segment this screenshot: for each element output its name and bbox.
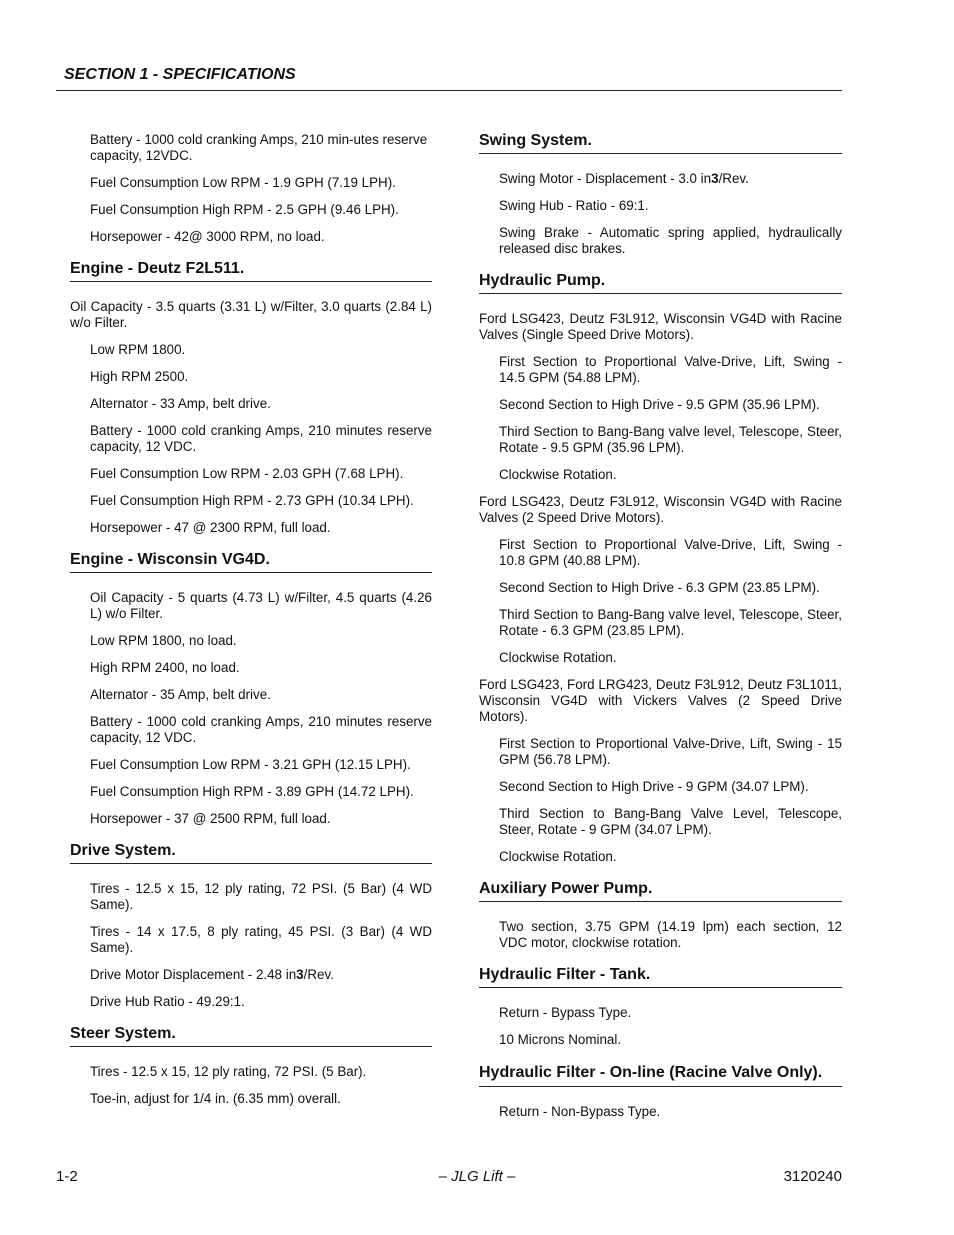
intro-battery: Battery - 1000 cold cranking Amps, 210 min-utes reserve capacity, 12VDC. xyxy=(90,132,428,163)
steer-list xyxy=(70,1064,432,1107)
steer-item: Toe-in, adjust for 1/4 in. (6.35 mm) overall. xyxy=(90,1091,341,1106)
aux-pump-text: Two section, 3.75 GPM (14.19 lpm) each section, 12 VDC motor, clockwise rotation. xyxy=(499,919,842,950)
wisconsin-item: Horsepower - 37 @ 2500 RPM, full load. xyxy=(90,811,331,826)
deutz-item: High RPM 2500. xyxy=(90,369,189,384)
wisconsin-item: Fuel Consumption Low RPM - 3.21 GPH (12.15 LPH). xyxy=(90,757,411,772)
pump-group-intro: Ford LSG423, Deutz F3L912, Wisconsin VG4D with Racine Valves (2 Speed Drive Motors). xyxy=(479,494,842,525)
document-number: 3120240 xyxy=(783,1168,842,1185)
filter-tank-item: Return - Bypass Type. xyxy=(499,1005,632,1020)
filter-online-item: Return - Non-Bypass Type. xyxy=(499,1104,661,1119)
intro-fuel-high: Fuel Consumption High RPM - 2.5 GPH (9.46 LPH). xyxy=(90,202,399,217)
pump-item: Second Section to High Drive - 9 GPM (34.07 LPM). xyxy=(499,779,809,794)
intro-fuel-low: Fuel Consumption Low RPM - 1.9 GPH (7.19 LPH). xyxy=(90,175,396,190)
deutz-item: Fuel Consumption Low RPM - 2.03 GPH (7.68 LPH). xyxy=(90,466,404,481)
wisconsin-item: High RPM 2400, no load. xyxy=(90,660,240,675)
right-column xyxy=(479,132,842,1131)
steer-heading: Steer System. xyxy=(70,1025,432,1047)
pump-item: Clockwise Rotation. xyxy=(499,849,617,864)
section-title: SECTION 1 - SPECIFICATIONS xyxy=(64,66,296,83)
drive-motor-displacement: Drive Motor Displacement - 2.48 in3/Rev. xyxy=(90,967,334,982)
swing-motor: Swing Motor - Displacement - 3.0 in3/Rev. xyxy=(499,171,749,186)
deutz-oil: Oil Capacity - 3.5 quarts (3.31 L) w/Filter, 3.0 quarts (2.84 L) w/o Filter. xyxy=(70,299,432,330)
wisconsin-item: Alternator - 35 Amp, belt drive. xyxy=(90,687,271,702)
left-column xyxy=(70,132,432,1118)
deutz-item: Fuel Consumption High RPM - 2.73 GPH (10.34 LPH). xyxy=(90,493,414,508)
pump-item: Clockwise Rotation. xyxy=(499,650,617,665)
wisconsin-heading: Engine - Wisconsin VG4D. xyxy=(70,551,432,573)
filter-online-heading: Hydraulic Filter - On-line (Racine Valve Only). xyxy=(479,1063,842,1087)
pump-group-2-list xyxy=(479,537,842,666)
pump-item: First Section to Proportional Valve-Drive, Lift, Swing - 15 GPM (56.78 LPM). xyxy=(499,736,842,767)
pump-item: Clockwise Rotation. xyxy=(499,467,617,482)
pump-item: First Section to Proportional Valve-Drive, Lift, Swing - 14.5 GPM (54.88 LPM). xyxy=(499,354,842,385)
deutz-item: Alternator - 33 Amp, belt drive. xyxy=(90,396,271,411)
drive-tires-1: Tires - 12.5 x 15, 12 ply rating, 72 PSI. (5 Bar) (4 WD Same). xyxy=(90,881,432,912)
wisconsin-item: Battery - 1000 cold cranking Amps, 210 minutes reserve capacity, 12 VDC. xyxy=(90,714,432,745)
pump-group-intro: Ford LSG423, Deutz F3L912, Wisconsin VG4D with Racine Valves (Single Speed Drive Motors). xyxy=(479,311,842,342)
drive-tires-2: Tires - 14 x 17.5, 8 ply rating, 45 PSI. (3 Bar) (4 WD Same). xyxy=(90,924,432,955)
deutz-item: Horsepower - 47 @ 2300 RPM, full load. xyxy=(90,520,331,535)
intro-horsepower: Horsepower - 42@ 3000 RPM, no load. xyxy=(90,229,325,244)
page-number: 1-2 xyxy=(56,1168,78,1185)
swing-list xyxy=(479,171,842,257)
drive-hub-ratio: Drive Hub Ratio - 49.29:1. xyxy=(90,994,245,1009)
footer-brand: – JLG Lift – xyxy=(438,1168,516,1185)
wisconsin-item: Low RPM 1800, no load. xyxy=(90,633,237,648)
pump-heading: Hydraulic Pump. xyxy=(479,272,842,294)
aux-pump-heading: Auxiliary Power Pump. xyxy=(479,880,842,902)
drive-heading: Drive System. xyxy=(70,842,432,864)
drive-list xyxy=(70,881,432,1010)
pump-item: Third Section to Bang-Bang valve level, Telescope, Steer, Rotate - 6.3 GPM (23.85 LPM). xyxy=(499,607,842,638)
pump-group-3-list xyxy=(479,736,842,865)
steer-item: Tires - 12.5 x 15, 12 ply rating, 72 PSI. (5 Bar). xyxy=(90,1064,367,1079)
pump-item: Third Section to Bang-Bang Valve Level, Telescope, Steer, Rotate - 9 GPM (34.07 LPM). xyxy=(499,806,842,837)
wisconsin-item: Fuel Consumption High RPM - 3.89 GPH (14.72 LPH). xyxy=(90,784,414,799)
wisconsin-item: Oil Capacity - 5 quarts (4.73 L) w/Filter, 4.5 quarts (4.26 L) w/o Filter. xyxy=(90,590,432,621)
deutz-list xyxy=(70,342,432,536)
swing-brake: Swing Brake - Automatic spring applied, hydraulically released disc brakes. xyxy=(499,225,842,256)
filter-tank-heading: Hydraulic Filter - Tank. xyxy=(479,966,842,988)
deutz-item: Battery - 1000 cold cranking Amps, 210 minutes reserve capacity, 12 VDC. xyxy=(90,423,432,454)
section-header xyxy=(56,64,842,91)
pump-group-intro: Ford LSG423, Ford LRG423, Deutz F3L912, Deutz F3L1011, Wisconsin VG4D with Vickers Valves (2 Speed Drive Motors). xyxy=(479,677,842,724)
pump-item: Second Section to High Drive - 9.5 GPM (35.96 LPM). xyxy=(499,397,820,412)
swing-hub: Swing Hub - Ratio - 69:1. xyxy=(499,198,649,213)
filter-tank-item: 10 Microns Nominal. xyxy=(499,1032,622,1047)
filter-tank-list xyxy=(479,1005,842,1048)
pump-item: First Section to Proportional Valve-Drive, Lift, Swing - 10.8 GPM (40.88 LPM). xyxy=(499,537,842,568)
swing-heading: Swing System. xyxy=(479,132,842,154)
filter-online-list xyxy=(479,1104,842,1120)
intro-specs xyxy=(70,132,432,245)
deutz-item: Low RPM 1800. xyxy=(90,342,186,357)
pump-item: Third Section to Bang-Bang valve level, Telescope, Steer, Rotate - 9.5 GPM (35.96 LPM). xyxy=(499,424,842,455)
deutz-heading: Engine - Deutz F2L511. xyxy=(70,260,432,282)
pump-item: Second Section to High Drive - 6.3 GPM (23.85 LPM). xyxy=(499,580,820,595)
wisconsin-list xyxy=(70,590,432,827)
pump-group-1-list xyxy=(479,354,842,483)
